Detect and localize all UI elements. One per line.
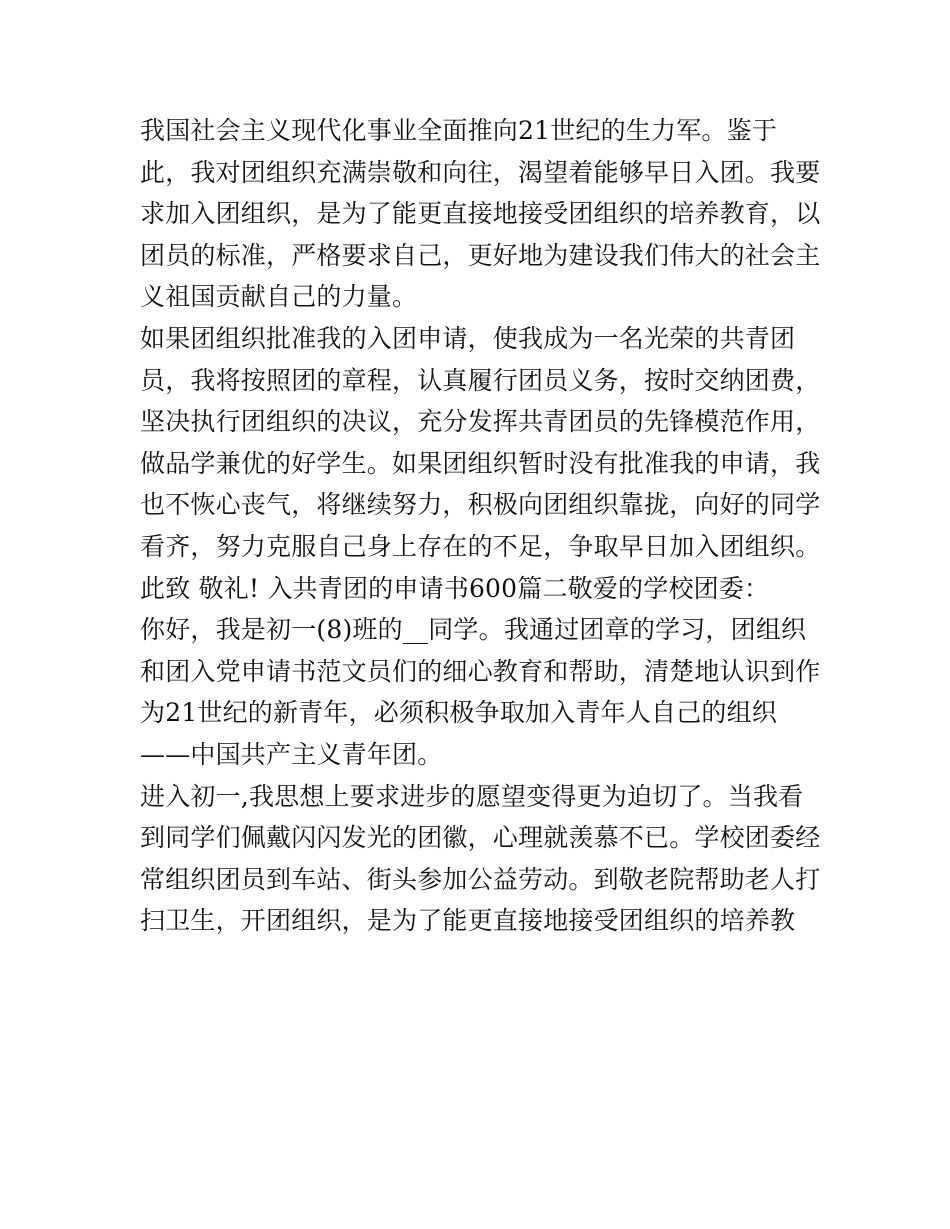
- text-line: 你好，我是初一(8)班的__同学。我通过团章的学习，团组织: [140, 615, 807, 645]
- text-line: 常组织团员到车站、街头参加公益劳动。到敬老院帮助老人打: [140, 864, 821, 894]
- text-line: 坚决执行团组织的决议，充分发挥共青团员的先锋模范作用，: [140, 407, 821, 437]
- text-line: 如果团组织批准我的入团申请，使我成为一名光荣的共青团: [140, 323, 796, 353]
- text-line: 和团入党申请书范文员们的细心教育和帮助，清楚地认识到作: [140, 656, 821, 686]
- text-line: 到同学们佩戴闪闪发光的团徽，心理就羡慕不已。学校团委经: [140, 823, 821, 853]
- text-line: 我国社会主义现代化事业全面推向21世纪的生力军。鉴于: [140, 116, 778, 145]
- text-line: 扫卫生，开团组织，是为了能更直接地接受团组织的培养教: [140, 906, 796, 936]
- text-line: 此，我对团组织充满崇敬和向往，渴望着能够早日入团。我要: [140, 157, 821, 187]
- text-line: 义祖国贡献自己的力量。: [140, 282, 418, 312]
- text-line: 为21世纪的新青年，必须积极争取加入青年人自己的组织: [140, 698, 778, 728]
- text-line: 团员的标准，严格要求自己，更好地为建设我们伟大的社会主: [140, 240, 821, 270]
- text-line: 进入初一,我思想上要求进步的愿望变得更为迫切了。当我看: [140, 781, 804, 811]
- text-line: ——中国共产主义青年团。: [140, 739, 443, 769]
- text-line: 员，我将按照团的章程，认真履行团员义务，按时交纳团费，: [140, 365, 821, 395]
- text-line: 求加入团组织，是为了能更直接地接受团组织的培养教育，以: [140, 199, 821, 229]
- document-body: [140, 110, 820, 942]
- text-line: 看齐，努力克服自己身上存在的不足，争取早日加入团组织。: [140, 531, 821, 561]
- text-line: 做品学兼优的好学生。如果团组织暂时没有批准我的申请，我: [140, 448, 821, 478]
- text-line: 此致 敬礼! 入共青团的申请书600篇二敬爱的学校团委：: [140, 573, 770, 603]
- text-line: 也不恢心丧气，将继续努力，积极向团组织靠拢，向好的同学: [140, 490, 821, 520]
